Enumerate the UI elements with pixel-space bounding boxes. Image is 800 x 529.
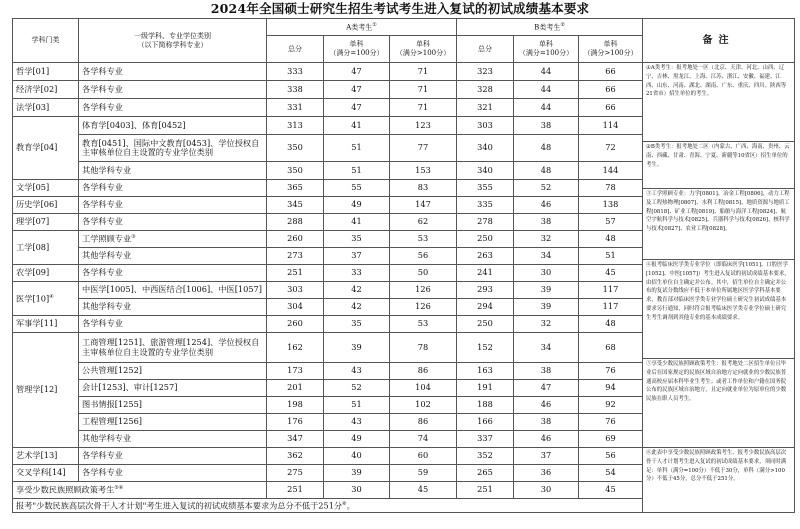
major-cell: 各学科专业 [79,99,267,117]
b-total: 241 [457,265,514,282]
category-cell: 交叉学科[14] [13,465,79,482]
major-cell: 公共管理[1252] [79,363,267,380]
a-single1: 49 [324,431,390,448]
category-cell: 经济学[02] [13,81,79,99]
a-total: 365 [267,180,324,197]
a-single1: 35 [324,231,390,248]
a-total: 251 [267,265,324,282]
a-single1: 33 [324,265,390,282]
b-single2: 76 [579,363,643,380]
category-cell: 管理学[12] [13,333,79,448]
b-single2: 114 [579,117,643,135]
b-single2: 72 [579,135,643,162]
b-total: 250 [457,316,514,333]
b-single2: 117 [579,299,643,316]
a-single2: 78 [390,333,457,363]
header-a-single1: 单科 （满分=100分） [324,36,390,63]
a-total: 288 [267,214,324,231]
major-cell: 会计[1253]、审计[1257] [79,380,267,397]
b-single1: 32 [514,231,579,248]
a-single1: 47 [324,63,390,81]
b-single1: 46 [514,431,579,448]
b-single2: 45 [579,265,643,282]
a-single1: 51 [324,397,390,414]
category-cell: 法学[03] [13,99,79,117]
a-total: 176 [267,414,324,431]
a-single2: 126 [390,282,457,299]
a-single1: 51 [324,162,390,180]
a-total: 260 [267,316,324,333]
major-cell: 工商管理[1251]、旅游管理[1254]、学位授权自主审核单位自主设置的专业学位类别 [79,333,267,363]
major-cell: 各学科专业 [79,316,267,333]
footer-note: 报考"少数民族高层次骨干人才计划"考生进入复试的初试成绩基本要求为总分不低于251分⑥。 [13,499,643,513]
major-cell: 图书情报[1255] [79,397,267,414]
note-4: ④报考临床医学类专业学位（即临床医学[1051]、口腔医学[1052]、中医[1057]）考生进入复试的初试成绩基本要求，由招生单位自主确定并公布。其中，招生单位自主确定并公布的复试分数线应不低于本单位所属地区医学学科基本要求，教育部对临床医学类专业学位硕士研究生初试成绩基本要求另行通知，同时符合报考临床医学类专业学位硕士研究生考生调剂到其他专业的基本成绩要求。 [643,260,794,359]
b-single2: 56 [579,448,643,465]
b-total: 328 [457,81,514,99]
note-6: ⑥此表中享受少数民族照顾政策考生、报考少数民族高层次骨干人才计划考生进入复试的初试成绩基本要求，须同时满足：单科（满分=100分）不低于30分，单科（满分>100分）不低于45分，总分不低于251分。 [646,450,787,483]
header-a-single2: 单科 （满分>100分） [390,36,457,63]
b-single2: 78 [579,180,643,197]
header-major: 一级学科、专业学位类别 （以下简称学科专业） [79,19,267,63]
a-single2: 71 [390,99,457,117]
a-single2: 102 [390,397,457,414]
major-cell: 工学照顾专业③ [79,231,267,248]
b-single2: 92 [579,397,643,414]
a-single2: 126 [390,299,457,316]
b-single2: 94 [579,380,643,397]
a-single2: 62 [390,214,457,231]
note-1: ①A类考生：报考地处一区（北京、天津、河北、山西、辽宁、吉林、黑龙江、上海、江苏、浙江、安徽、福建、江西、山东、河南、湖北、湖南、广东、重庆、四川、陕西等21省市）招生单位的考生。 [643,63,794,142]
b-single1: 32 [514,316,579,333]
b-total: 335 [457,197,514,214]
a-total: 201 [267,380,324,397]
note-3: ③工学照顾专业：力学[0801]、冶金工程[0806]、动力工程及工程热物理[0807]、水利工程[0815]、地质资源与地质工程[0818]、矿业工程[0819]、船舶与海洋工程[0824]、航空宇航科学与技术[0825]、兵器科学与技术[0826]、核科学与技术[0827]、农业工程[0828]。 [643,189,794,260]
b-single2: 54 [579,465,643,482]
b-total: 352 [457,448,514,465]
b-single2: 76 [579,414,643,431]
category-cell: 军事学[11] [13,316,79,333]
b-total: 321 [457,99,514,117]
a-single2: 53 [390,316,457,333]
b-single1: 52 [514,180,579,197]
major-cell: 其他学科专业 [79,431,267,448]
notes-column [643,19,795,513]
a-single2: 153 [390,162,457,180]
b-single1: 44 [514,63,579,81]
a-single2: 123 [390,117,457,135]
b-total: 188 [457,397,514,414]
a-single1: 51 [324,135,390,162]
header-a-total: 总分 [267,36,324,63]
major-cell: 教育[0451]、国际中文教育[0453]、学位授权自主审核单位自主设置的专业学位类别 [79,135,267,162]
category-cell: 工学[08] [13,231,79,265]
major-cell: 各学科专业 [79,265,267,282]
category-cell: 农学[09] [13,265,79,282]
a-single2: 59 [390,465,457,482]
b-single1: 39 [514,299,579,316]
a-single2: 71 [390,81,457,99]
major-cell: 各学科专业 [79,214,267,231]
header-b-class: B类考生② [457,19,643,36]
b-single2: 69 [579,431,643,448]
b-single2: 57 [579,214,643,231]
a-single1: 43 [324,363,390,380]
notes-header: 备注 [643,19,794,63]
major-cell: 其他学科专业 [79,248,267,265]
category-cell-minority: 享受少数民族照顾政策考生⑤⑥ [13,482,267,499]
major-cell: 各学科专业 [79,63,267,81]
b-single2: 48 [579,231,643,248]
b-total: 251 [457,482,514,499]
b-total: 163 [457,363,514,380]
a-single2: 56 [390,248,457,265]
a-single1: 41 [324,117,390,135]
b-single2: 48 [579,316,643,333]
b-single2: 138 [579,197,643,214]
a-single2: 53 [390,231,457,248]
major-cell: 各学科专业 [79,197,267,214]
a-single1: 40 [324,448,390,465]
a-single2: 83 [390,180,457,197]
a-single2: 104 [390,380,457,397]
a-single1: 30 [324,482,390,499]
b-single1: 48 [514,162,579,180]
b-single1: 30 [514,482,579,499]
a-single1: 42 [324,282,390,299]
header-b-total: 总分 [457,36,514,63]
a-single1: 39 [324,333,390,363]
b-single2: 66 [579,81,643,99]
major-cell: 其他学科专业 [79,299,267,316]
b-single2: 66 [579,99,643,117]
b-single1: 46 [514,397,579,414]
b-total: 303 [457,117,514,135]
header-category: 学科门类 [13,19,79,63]
b-total: 263 [457,248,514,265]
b-single1: 38 [514,117,579,135]
note-5: ⑤享受少数民族照顾政策考生：报考地处二区招生单位且毕业后在国家规定的民族区域自治地方定向就业的少数民族普通高校应届本科毕业生考生；或者工作单位和户籍在国务院公布的民族区域自治地方，且定向就业单位为原单位的少数民族在职人员考生。 [643,359,794,448]
major-cell: 各学科专业 [79,81,267,99]
a-total: 173 [267,363,324,380]
b-single2: 51 [579,248,643,265]
a-single2: 60 [390,448,457,465]
a-single2: 86 [390,414,457,431]
b-total: 293 [457,282,514,299]
b-single1: 48 [514,135,579,162]
category-cell: 理学[07] [13,214,79,231]
a-single2: 45 [390,482,457,499]
a-total: 362 [267,448,324,465]
score-table [12,18,795,513]
b-total: 250 [457,231,514,248]
a-single2: 147 [390,197,457,214]
category-cell: 文学[05] [13,180,79,197]
category-cell: 历史学[06] [13,197,79,214]
a-total: 350 [267,135,324,162]
a-single1: 52 [324,380,390,397]
a-single1: 37 [324,248,390,265]
a-total: 331 [267,99,324,117]
a-total: 304 [267,299,324,316]
major-cell: 其他学科专业 [79,162,267,180]
a-total: 350 [267,162,324,180]
b-single2: 66 [579,63,643,81]
b-single1: 47 [514,380,579,397]
b-total: 265 [457,465,514,482]
a-total: 347 [267,431,324,448]
a-total: 251 [267,482,324,499]
b-total: 294 [457,299,514,316]
a-total: 345 [267,197,324,214]
category-cell: 艺术学[13] [13,448,79,465]
a-total: 198 [267,397,324,414]
b-total: 340 [457,162,514,180]
b-total: 152 [457,333,514,363]
a-single1: 39 [324,465,390,482]
category-cell: 医学[10]④ [13,282,79,316]
b-single1: 44 [514,99,579,117]
b-single1: 36 [514,465,579,482]
b-single1: 39 [514,282,579,299]
b-single1: 34 [514,333,579,363]
b-total: 337 [457,431,514,448]
a-single2: 74 [390,431,457,448]
category-cell: 教育学[04] [13,117,79,180]
b-single2: 117 [579,282,643,299]
a-single1: 42 [324,299,390,316]
a-single1: 47 [324,81,390,99]
a-total: 260 [267,231,324,248]
a-total: 303 [267,282,324,299]
a-single1: 41 [324,214,390,231]
a-total: 313 [267,117,324,135]
major-cell: 工程管理[1256] [79,414,267,431]
a-total: 338 [267,81,324,99]
major-cell: 中医学[1005]、中西医结合[1006]、中医[1057] [79,282,267,299]
a-single2: 71 [390,63,457,81]
a-single2: 86 [390,363,457,380]
a-single1: 49 [324,197,390,214]
b-total: 191 [457,380,514,397]
note-2: ②B类考生：报考地处二区（内蒙古、广西、海南、贵州、云南、西藏、甘肃、青海、宁夏、新疆等10省区）招生单位的考生。 [643,142,794,189]
header-b-single1: 单科 （满分=100分） [514,36,579,63]
a-single1: 43 [324,414,390,431]
b-total: 166 [457,414,514,431]
header-b-single2: 单科 （满分>100分） [579,36,643,63]
a-total: 333 [267,63,324,81]
a-total: 273 [267,248,324,265]
b-single1: 34 [514,248,579,265]
a-single1: 47 [324,99,390,117]
a-single1: 35 [324,316,390,333]
b-single2: 144 [579,162,643,180]
a-total: 162 [267,333,324,363]
b-single1: 44 [514,81,579,99]
a-single1: 55 [324,180,390,197]
major-cell: 各学科专业 [79,180,267,197]
major-cell: 各学科专业 [79,465,267,482]
b-total: 355 [457,180,514,197]
major-cell: 各学科专业 [79,448,267,465]
b-single1: 38 [514,214,579,231]
a-single2: 50 [390,265,457,282]
b-total: 323 [457,63,514,81]
b-single1: 30 [514,265,579,282]
page-title: 2024年全国硕士研究生招生考试考生进入复试的初试成绩基本要求 [210,1,590,16]
b-single1: 37 [514,448,579,465]
a-total: 275 [267,465,324,482]
b-single1: 38 [514,414,579,431]
b-total: 340 [457,135,514,162]
b-total: 278 [457,214,514,231]
score-table-wrap [12,18,794,513]
b-single1: 38 [514,363,579,380]
b-single1: 46 [514,197,579,214]
a-single2: 77 [390,135,457,162]
major-cell: 体育学[0403]、体育[0452] [79,117,267,135]
b-single2: 68 [579,333,643,363]
header-a-class: A类考生① [267,19,457,36]
b-single2: 45 [579,482,643,499]
category-cell: 哲学[01] [13,63,79,81]
